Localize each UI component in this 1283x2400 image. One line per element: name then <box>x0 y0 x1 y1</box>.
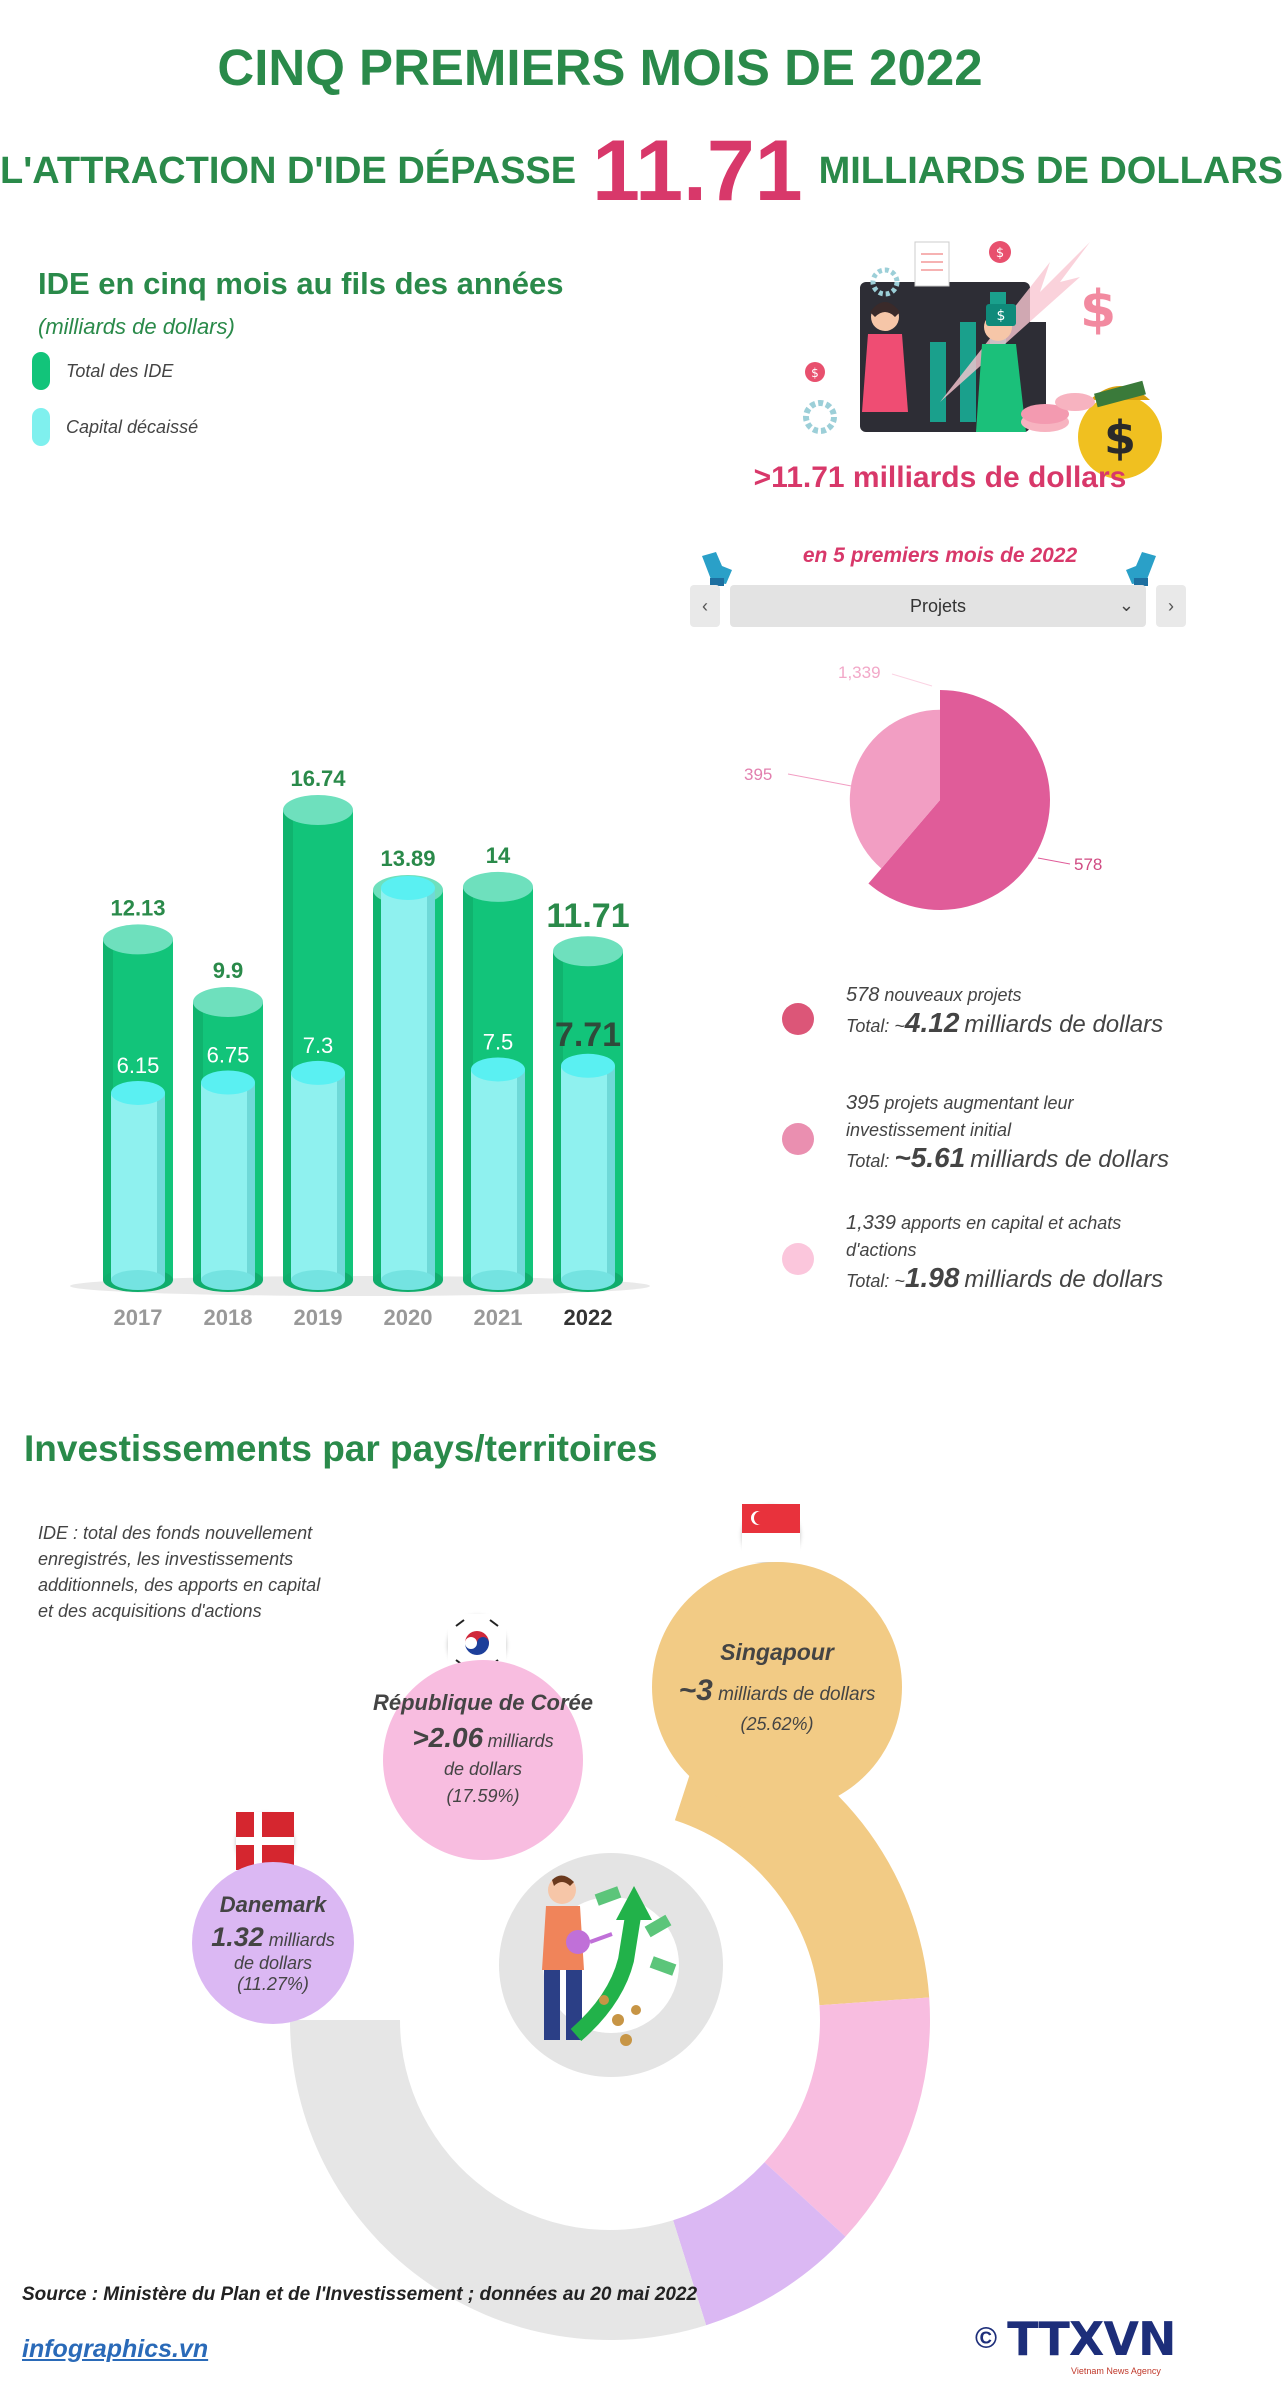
legend-item-total <box>32 352 173 390</box>
country-pct-korea: (17.59%) <box>446 1786 520 1806</box>
stat-capital-label: apports en capital et achats <box>901 1213 1122 1233</box>
bar-capital-top-2021 <box>471 1057 525 1081</box>
label-total-2022: 11.71 <box>546 897 630 936</box>
bar-capital-base-2021 <box>471 1270 525 1290</box>
prev-button[interactable] <box>690 585 720 627</box>
svg-text:$: $ <box>995 246 1005 261</box>
stat-capital-label-2: d'actions <box>846 1240 917 1260</box>
stat-capital-contributions <box>846 1210 1163 1295</box>
bar-total-top-2021 <box>463 872 533 902</box>
chevron-down-icon: ⌄ <box>1118 595 1134 615</box>
stat-increase-total-value: ~5.61 <box>894 1142 966 1173</box>
label-capital-2021: 7.5 <box>482 1029 514 1055</box>
stat-new-label: nouveaux projets <box>884 985 1022 1005</box>
label-total-2020: 13.89 <box>380 846 436 872</box>
chart-title: IDE en cinq mois au fils des années <box>38 266 564 301</box>
headline-prefix: L'ATTRACTION D'IDE DÉPASSE <box>0 150 577 192</box>
label-total-2018: 9.9 <box>212 958 244 984</box>
bar-capital-top-2022 <box>561 1054 615 1078</box>
stat-capital-total-value: 1.98 <box>904 1262 960 1293</box>
stat-increase-count: 395 <box>846 1092 880 1114</box>
bar-capital-2020 <box>381 888 435 1280</box>
country-value-denmark: 1.32 <box>211 1921 264 1952</box>
source-note: Source : Ministère du Plan et de l'Investissement ; données au 20 mai 2022 <box>22 2284 698 2305</box>
stat-capital-total-suffix: milliards de dollars <box>964 1266 1164 1293</box>
country-pct-singapore: (25.62%) <box>740 1714 814 1734</box>
bar-capital-top-2017 <box>111 1081 165 1105</box>
page-title: CINQ PREMIERS MOIS DE 2022 <box>217 39 983 96</box>
svg-text:$: $ <box>1103 411 1137 465</box>
total-highlight: >11.71 milliards de dollars <box>753 461 1127 494</box>
pointing-hand-icon <box>696 548 738 590</box>
bar-capital-shade-2017 <box>157 1093 165 1280</box>
country-unit-korea-a: milliards <box>487 1731 554 1751</box>
country-value-korea: >2.06 <box>412 1722 484 1753</box>
label-total-2021: 14 <box>485 842 511 868</box>
pie-label-578: 578 <box>1074 855 1103 874</box>
legend-swatch-capital <box>32 408 50 446</box>
total-highlight-sub: en 5 premiers mois de 2022 <box>802 544 1078 567</box>
pointing-hand-icon <box>1120 548 1162 590</box>
investor-illustration <box>496 1850 726 2080</box>
x-tick-2020: 2020 <box>383 1305 433 1330</box>
stat-new-total-value: 4.12 <box>904 1007 960 1038</box>
country-unit-denmark-b: de dollars <box>233 1952 313 1973</box>
country-unit-korea-b: de dollars <box>443 1759 523 1779</box>
stat-dot-capital <box>782 1243 814 1275</box>
chevron-right-icon: › <box>1168 595 1174 616</box>
label-capital-2017: 6.15 <box>116 1052 160 1078</box>
fdi-definition-note: IDE : total des fonds nouvellement enregistrés, les investissements additionnels, des apports en capital et des acquisitions d'actions <box>38 1523 321 1621</box>
bar-capital-base-2017 <box>111 1270 165 1290</box>
bar-capital-top-2018 <box>201 1071 255 1095</box>
bar-capital-base-2018 <box>201 1270 255 1290</box>
x-tick-2017: 2017 <box>113 1305 163 1330</box>
stat-increase-total-prefix: Total: <box>846 1151 895 1171</box>
country-data-korea <box>383 1724 583 1810</box>
headline-suffix: MILLIARDS DE DOLLARS <box>818 150 1283 192</box>
bubble-singapore <box>652 1562 902 1812</box>
stat-capital-count: 1,339 <box>846 1212 897 1234</box>
bar-capital-2019 <box>291 1073 345 1280</box>
bar-capital-shade-2020 <box>427 888 435 1280</box>
bar-capital-2018 <box>201 1083 255 1281</box>
logo-text: TTXVN <box>1007 2312 1176 2366</box>
bar-capital-base-2022 <box>561 1270 615 1290</box>
stat-capital-total-prefix: Total: ~ <box>846 1271 905 1291</box>
projects-pie-chart <box>740 640 1180 940</box>
bar-capital-base-2019 <box>291 1270 345 1290</box>
denmark-flag-icon <box>236 1812 294 1870</box>
stat-dot-increase <box>782 1123 814 1155</box>
bar-total-top-2017 <box>103 924 173 954</box>
bar-total-top-2018 <box>193 987 263 1017</box>
legend-label-total: Total des IDE <box>66 360 174 381</box>
legend-label-capital: Capital décaissé <box>66 416 199 437</box>
country-unit-singapore: milliards de dollars <box>718 1684 876 1705</box>
stat-new-total-suffix: milliards de dollars <box>964 1011 1164 1038</box>
label-capital-2019: 7.3 <box>302 1032 334 1058</box>
headline <box>0 122 1283 221</box>
next-button[interactable] <box>1156 585 1186 627</box>
label-capital-2018: 6.75 <box>206 1042 250 1068</box>
bar-capital-2022 <box>561 1066 615 1280</box>
bar-capital-top-2020 <box>381 876 435 900</box>
headline-value: 11.71 <box>592 123 803 219</box>
copyright-icon: © <box>975 2322 998 2355</box>
country-unit-denmark-a: milliards <box>268 1929 335 1950</box>
pie-label-1339: 1,339 <box>838 663 881 682</box>
country-name-korea: République de Corée <box>372 1690 594 1715</box>
x-tick-2019: 2019 <box>293 1305 343 1330</box>
stat-new-total-prefix: Total: ~ <box>846 1016 905 1036</box>
country-name-denmark: Danemark <box>219 1891 327 1917</box>
bar-total-top-2019 <box>283 795 353 825</box>
pie-leader-1339 <box>892 674 932 686</box>
bar-capital-shade-2018 <box>247 1083 255 1281</box>
pie-label-395: 395 <box>744 765 773 784</box>
document-icon <box>915 242 949 286</box>
country-pct-denmark: (11.27%) <box>237 1973 309 1994</box>
x-tick-2018: 2018 <box>203 1305 253 1330</box>
legend-swatch-total <box>32 352 50 390</box>
bar-capital-shade-2022 <box>607 1066 615 1280</box>
pie-leader-395 <box>788 774 862 788</box>
label-total-2019: 16.74 <box>290 766 346 791</box>
singapore-flag-icon <box>742 1504 800 1562</box>
bar-capital-2021 <box>471 1069 525 1280</box>
category-select-value: Projets <box>909 595 967 616</box>
stat-increase-label: projets augmentant leur <box>884 1093 1074 1113</box>
x-tick-2021: 2021 <box>473 1305 523 1330</box>
bar-capital-base-2020 <box>381 1270 435 1290</box>
svg-text:$: $ <box>811 366 819 380</box>
site-link[interactable]: infographics.vn <box>22 2335 209 2363</box>
logo-subtitle: Vietnam News Agency <box>1071 2366 1161 2376</box>
label-total-2017: 12.13 <box>110 895 166 921</box>
stat-increase-total-suffix: milliards de dollars <box>970 1146 1169 1173</box>
country-name-singapore: Singapour <box>720 1639 834 1665</box>
ttxvn-logo <box>975 2312 1176 2376</box>
countries-title: Investissements par pays/territoires <box>24 1428 658 1469</box>
business-illustration <box>790 222 1170 482</box>
bar-capital-shade-2019 <box>337 1073 345 1280</box>
stat-new-projects <box>846 982 1163 1040</box>
bar-total-top-2022 <box>553 936 623 966</box>
svg-text:$: $ <box>1080 280 1117 340</box>
bar-capital-top-2019 <box>291 1061 345 1085</box>
dollar-sign-icon <box>1080 280 1116 340</box>
stat-increase-projects <box>846 1090 1169 1175</box>
category-select[interactable] <box>730 585 1146 627</box>
bar-capital-shade-2021 <box>517 1069 525 1280</box>
x-tick-2022: 2022 <box>563 1305 613 1330</box>
country-value-singapore: ~3 <box>678 1674 713 1707</box>
stat-dot-new <box>782 1003 814 1035</box>
stat-increase-label-2: investissement initial <box>846 1120 1012 1140</box>
chart-unit: (milliards de dollars) <box>38 314 235 339</box>
bubble-denmark <box>192 1862 354 2024</box>
label-capital-2022: 7.71 <box>554 1015 622 1054</box>
pie-leader-578 <box>1038 858 1070 864</box>
bar-chart <box>80 400 640 1340</box>
chevron-left-icon: ‹ <box>702 595 708 616</box>
bar-capital-2017 <box>111 1093 165 1280</box>
stat-new-count: 578 <box>846 984 880 1006</box>
svg-text:$: $ <box>996 308 1006 324</box>
